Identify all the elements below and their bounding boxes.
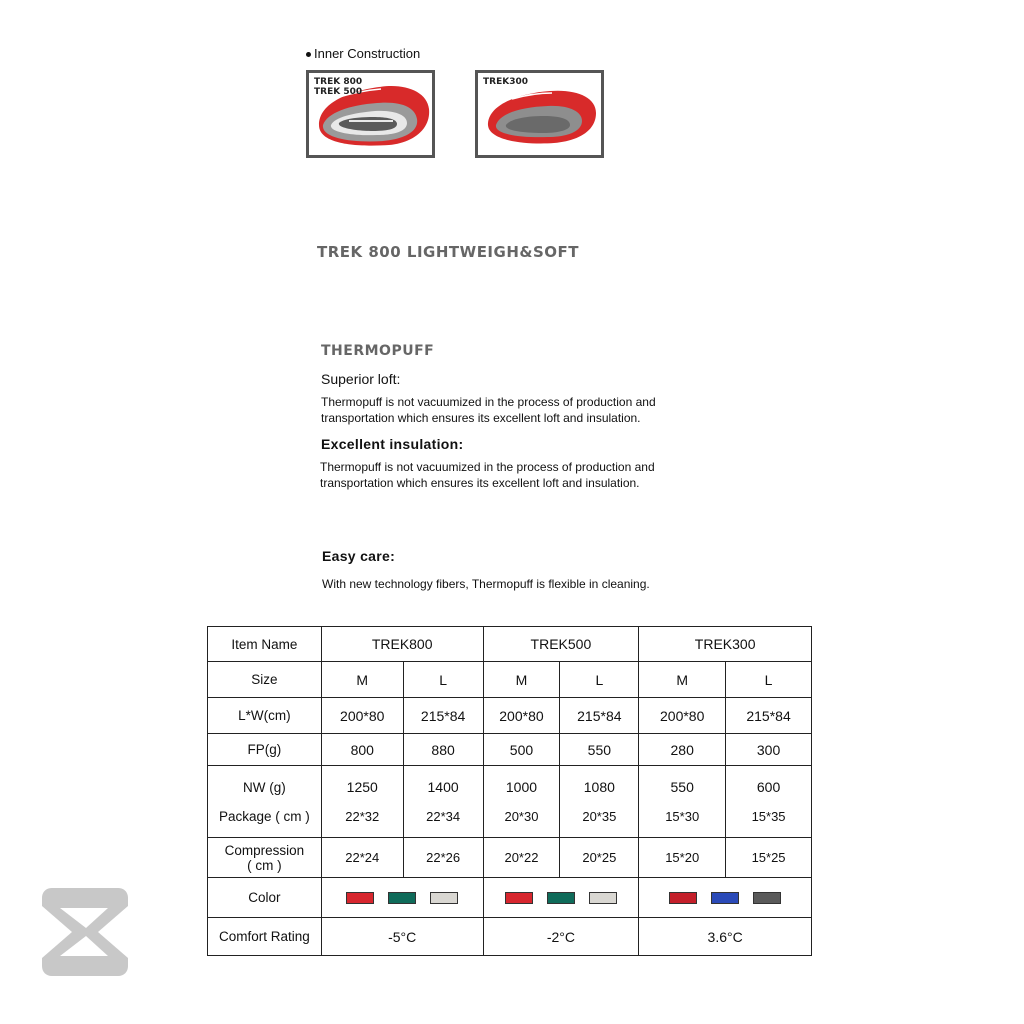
label-item-name: Item Name bbox=[208, 627, 322, 662]
table-row-weight-package bbox=[208, 766, 812, 838]
color-swatch[interactable] bbox=[547, 892, 575, 904]
thermopuff-title: THERMOPUFF bbox=[321, 343, 435, 359]
net-weight-value: 1080 bbox=[583, 779, 615, 795]
dimension-cell: 215*84 bbox=[560, 698, 639, 734]
package-value: 22*32 bbox=[345, 809, 380, 824]
comfort-rating-value: -2°C bbox=[483, 918, 639, 956]
color-swatch[interactable] bbox=[346, 892, 374, 904]
size-cell: M bbox=[483, 662, 560, 698]
table-row-compression bbox=[208, 838, 812, 878]
color-swatch[interactable] bbox=[388, 892, 416, 904]
label-compression bbox=[208, 838, 322, 878]
color-swatch[interactable] bbox=[430, 892, 458, 904]
compression-cell: 15*20 bbox=[639, 838, 726, 878]
label-package: Package ( cm ) bbox=[219, 808, 310, 824]
fill-power-cell: 800 bbox=[321, 734, 403, 766]
easy-care-text: With new technology fibers, Thermopuff is flexible in cleaning. bbox=[322, 577, 650, 591]
label-size: Size bbox=[208, 662, 322, 698]
superior-loft-heading: Superior loft: bbox=[321, 371, 401, 387]
easy-care-heading: Easy care: bbox=[322, 548, 396, 564]
table-row-dimensions bbox=[208, 698, 812, 734]
size-cell: L bbox=[403, 662, 483, 698]
net-weight-value: 550 bbox=[670, 779, 694, 795]
dimension-cell: 215*84 bbox=[403, 698, 483, 734]
table-row-item-name bbox=[208, 627, 812, 662]
dimension-cell: 200*80 bbox=[321, 698, 403, 734]
size-cell: M bbox=[321, 662, 403, 698]
label-weight-package bbox=[208, 766, 322, 838]
size-cell: L bbox=[560, 662, 639, 698]
label-dimensions: L*W(cm) bbox=[208, 698, 322, 734]
fill-power-cell: 550 bbox=[560, 734, 639, 766]
comfort-rating-value: 3.6°C bbox=[639, 918, 812, 956]
label-net-weight: NW (g) bbox=[243, 779, 286, 795]
color-swatch[interactable] bbox=[505, 892, 533, 904]
model-name: TREK500 bbox=[483, 627, 639, 662]
color-swatches-trek500 bbox=[483, 878, 639, 918]
inner-construction-panel-trek800-500 bbox=[306, 70, 435, 158]
spec-table bbox=[207, 626, 812, 956]
table-row-fill-power bbox=[208, 734, 812, 766]
package-value: 20*30 bbox=[504, 809, 539, 824]
inner-construction-panel-trek300 bbox=[475, 70, 604, 158]
bullet-icon bbox=[306, 52, 311, 57]
weight-package-cell bbox=[560, 766, 639, 838]
size-cell: L bbox=[726, 662, 812, 698]
weight-package-cell bbox=[321, 766, 403, 838]
panel-a-labels: TREK 800 TREK 500 bbox=[314, 77, 363, 97]
net-weight-value: 600 bbox=[756, 779, 781, 795]
excellent-insulation-text: Thermopuff is not vacuumized in the process of production and transportation which ensures its excellent loft and insulation. bbox=[320, 460, 655, 490]
weight-package-cell bbox=[726, 766, 812, 838]
fill-power-cell: 280 bbox=[639, 734, 726, 766]
weight-package-cell bbox=[483, 766, 560, 838]
fill-power-cell: 300 bbox=[726, 734, 812, 766]
table-row-comfort-rating bbox=[208, 918, 812, 956]
brand-logo-icon bbox=[38, 884, 130, 980]
superior-loft-text: Thermopuff is not vacuumized in the process of production and transportation which ensures its excellent loft and insulation. bbox=[321, 395, 656, 425]
color-swatches-trek800 bbox=[321, 878, 483, 918]
package-value: 20*35 bbox=[582, 809, 617, 824]
label-comfort-rating: Comfort Rating bbox=[208, 918, 322, 956]
dimension-cell: 215*84 bbox=[726, 698, 812, 734]
fill-power-cell: 880 bbox=[403, 734, 483, 766]
compression-cell: 15*25 bbox=[726, 838, 812, 878]
comfort-rating-value: -5°C bbox=[321, 918, 483, 956]
compression-cell: 22*24 bbox=[321, 838, 403, 878]
color-swatch[interactable] bbox=[669, 892, 697, 904]
label-fill-power: FP(g) bbox=[208, 734, 322, 766]
color-swatch[interactable] bbox=[711, 892, 739, 904]
fill-power-cell: 500 bbox=[483, 734, 560, 766]
table-row-size bbox=[208, 662, 812, 698]
dimension-cell: 200*80 bbox=[639, 698, 726, 734]
model-name: TREK300 bbox=[639, 627, 812, 662]
model-name: TREK800 bbox=[321, 627, 483, 662]
net-weight-value: 1400 bbox=[427, 779, 459, 795]
weight-package-cell bbox=[639, 766, 726, 838]
label-compression-unit: ( cm ) bbox=[247, 857, 282, 873]
color-swatches-trek300 bbox=[639, 878, 812, 918]
color-swatch[interactable] bbox=[753, 892, 781, 904]
compression-cell: 20*25 bbox=[560, 838, 639, 878]
package-value: 15*30 bbox=[665, 809, 700, 824]
dimension-cell: 200*80 bbox=[483, 698, 560, 734]
label-compression-line: Compression bbox=[224, 842, 305, 858]
net-weight-value: 1000 bbox=[505, 779, 538, 795]
compression-cell: 20*22 bbox=[483, 838, 560, 878]
table-row-color bbox=[208, 878, 812, 918]
compression-cell: 22*26 bbox=[403, 838, 483, 878]
package-value: 22*34 bbox=[426, 809, 461, 824]
panel-b-labels: TREK300 bbox=[483, 77, 528, 87]
excellent-insulation-heading: Excellent insulation: bbox=[321, 436, 464, 452]
net-weight-value: 1250 bbox=[346, 779, 378, 795]
color-swatch[interactable] bbox=[589, 892, 617, 904]
size-cell: M bbox=[639, 662, 726, 698]
product-headline: TREK 800 LIGHTWEIGH&SOFT bbox=[317, 243, 579, 261]
weight-package-cell bbox=[403, 766, 483, 838]
package-value: 15*35 bbox=[751, 809, 786, 824]
label-color: Color bbox=[208, 878, 322, 918]
inner-construction-title: Inner Construction bbox=[306, 46, 420, 61]
